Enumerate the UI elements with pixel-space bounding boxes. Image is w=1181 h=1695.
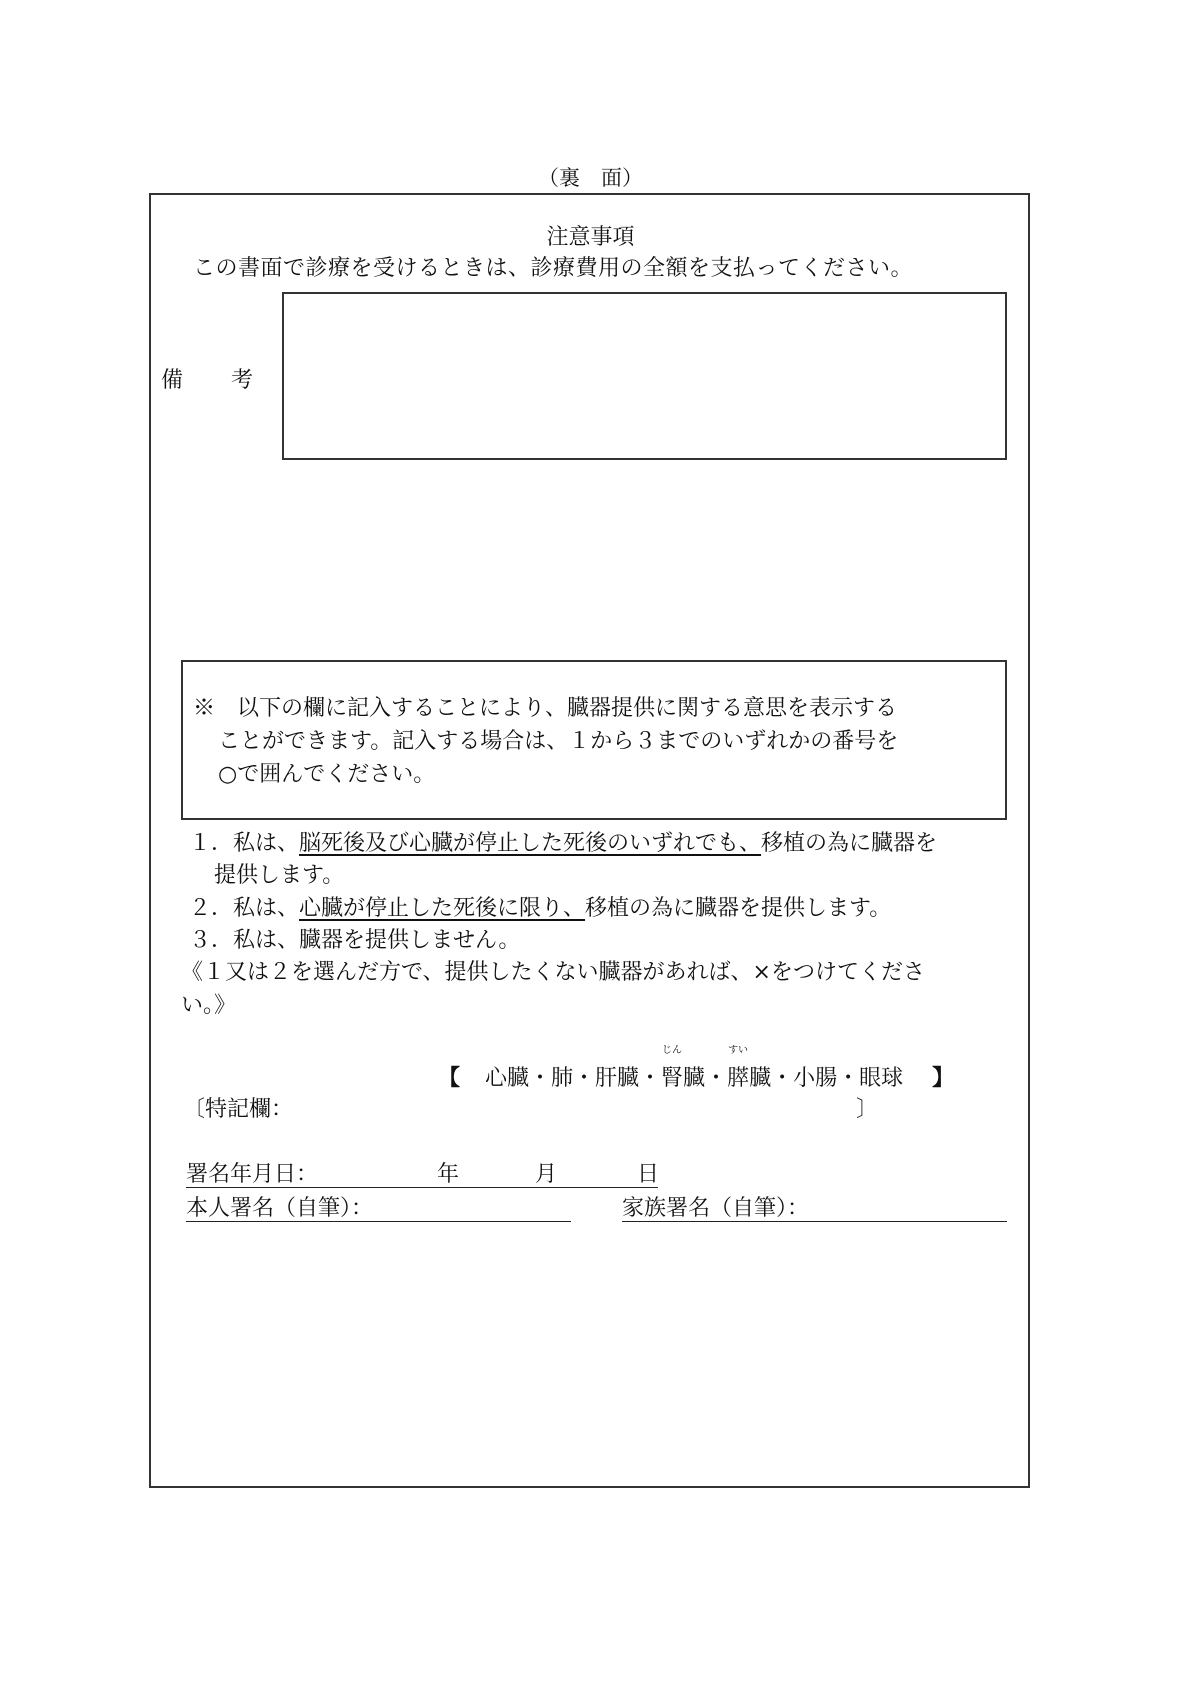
option-1[interactable] (189, 826, 937, 857)
notice-title: 注意事項 (546, 225, 635, 250)
self-signature-field[interactable] (186, 1191, 571, 1222)
organs-part-b[interactable]: 臓・ (683, 1066, 728, 1091)
pancreas-ruby: すい (728, 1045, 749, 1056)
organs-part-c[interactable]: 臓・小腸・眼球 (749, 1066, 904, 1091)
back-side-label: （裏 面） (538, 166, 643, 190)
organ-pancreas-char[interactable]: すい 膵 (727, 1061, 749, 1092)
special-notes-close: 〕 (856, 1097, 879, 1122)
day-label: 日 (637, 1162, 660, 1187)
option-2[interactable] (189, 891, 891, 922)
organ-list-open-bracket: 【 (438, 1065, 461, 1091)
organ-note-line-2: い。》 (181, 993, 237, 1018)
remarks-box[interactable] (282, 292, 1007, 460)
self-signature-label: 本人署名（自筆）： (186, 1196, 374, 1221)
remarks-label-a: 備 (161, 368, 184, 393)
option-1-underlined: 脳死後及び心臓が停止した死後のいずれでも、 (299, 831, 762, 856)
signature-date-field[interactable] (186, 1157, 658, 1188)
year-label: 年 (437, 1162, 460, 1187)
option-2-prefix: ２．私は、 (189, 896, 300, 921)
special-notes-label[interactable]: 〔特記欄： (183, 1097, 294, 1122)
option-2-underlined: 心臓が停止した死後に限り、 (299, 896, 586, 921)
option-1-continuation: 提供します。 (214, 863, 345, 888)
month-label: 月 (535, 1162, 558, 1187)
organs-part-a[interactable]: 心臓・肺・肝臓・ (485, 1066, 662, 1091)
donation-intro-line-3: ○で囲んでください。 (218, 762, 436, 787)
remarks-label (161, 363, 253, 394)
organ-list (438, 1045, 955, 1092)
organ-note-line-1: 《１又は２を選んだ方で、提供したくない臓器があれば、×をつけてくださ (181, 960, 925, 985)
family-signature-field[interactable] (622, 1191, 1007, 1222)
donation-intro-line-1: ※ 以下の欄に記入することにより、臓器提供に関する意思を表示する (193, 696, 898, 721)
organ-kidney-char[interactable]: じん 腎 (661, 1061, 683, 1092)
kidney-ruby: じん (662, 1045, 683, 1056)
option-3[interactable]: ３．私は、臓器を提供しません。 (189, 928, 521, 953)
option-1-prefix: １．私は、 (189, 831, 300, 856)
remarks-label-b: 考 (231, 368, 254, 393)
donation-intro-line-2: ことができます。記入する場合は、１から３までのいずれかの番号を (218, 729, 899, 754)
organ-list-close-bracket: 】 (932, 1065, 955, 1091)
notice-text: この書面で診療を受けるときは、診療費用の全額を支払ってください。 (193, 256, 914, 281)
signature-date-label: 署名年月日： (186, 1162, 319, 1187)
donation-intro-text (193, 692, 999, 791)
option-2-suffix: 移植の為に臓器を提供します。 (585, 896, 892, 921)
option-1-suffix: 移植の為に臓器を (761, 831, 938, 856)
family-signature-label: 家族署名（自筆）： (622, 1196, 810, 1221)
